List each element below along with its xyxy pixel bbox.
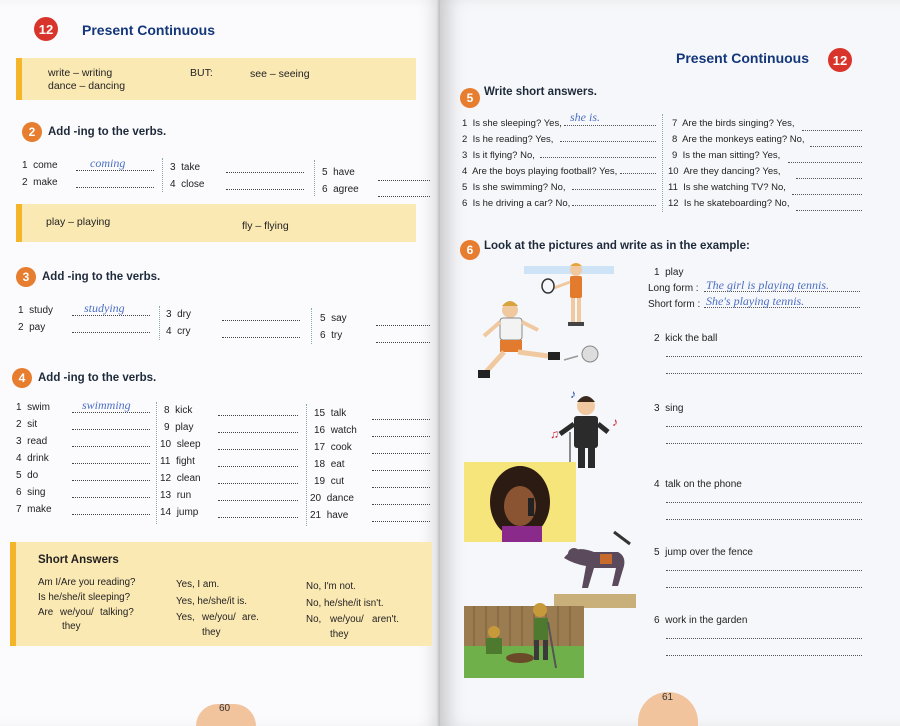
verb: take <box>181 162 201 173</box>
verb: kick <box>175 405 193 416</box>
answer-line[interactable] <box>218 509 298 518</box>
verb: study <box>29 305 54 316</box>
answer-line[interactable] <box>222 312 300 321</box>
answer-line[interactable] <box>796 203 862 211</box>
item-number: 4 <box>170 179 176 190</box>
verb: drink <box>27 453 49 464</box>
answer-line[interactable] <box>666 563 862 571</box>
answer-line[interactable] <box>810 139 862 147</box>
page-number: 61 <box>662 692 674 703</box>
item-number: 3 <box>166 309 172 320</box>
verb: read <box>27 436 48 447</box>
handwritten-answer: she is. <box>570 110 600 124</box>
sa-question-3-subjects: we/you/ <box>60 607 94 618</box>
verb: do <box>27 470 39 481</box>
answer-line[interactable] <box>218 475 298 484</box>
verb: run <box>176 490 192 501</box>
sa-yes-3-subjects: we/you/ <box>202 612 236 623</box>
sa-question-3-they: they <box>62 621 81 632</box>
verb: swim <box>27 402 50 413</box>
item-number: 2 <box>18 322 24 333</box>
verb: eat <box>330 459 345 470</box>
answer-line[interactable] <box>218 407 298 416</box>
answer-line[interactable] <box>376 317 430 326</box>
answer-line[interactable] <box>218 441 298 450</box>
section-6-number: 6 <box>460 240 480 260</box>
item-number: 1 <box>654 267 660 278</box>
answer-line[interactable] <box>666 349 862 357</box>
item-number: 7 <box>16 504 22 515</box>
item-number: 17 <box>314 442 326 453</box>
item-number: 13 <box>160 490 172 501</box>
prompt: work in the garden <box>665 615 748 626</box>
answer-line[interactable] <box>372 479 430 488</box>
answer-line[interactable] <box>218 492 298 501</box>
item-number: 2 <box>654 333 660 344</box>
sa-question-3-tail: talking? <box>100 607 134 618</box>
section-5-number: 5 <box>460 88 480 108</box>
question: Is she watching TV? No, <box>683 182 786 193</box>
verb: talk <box>330 408 347 419</box>
column-divider <box>662 114 663 212</box>
sa-question-3-verb: Are <box>38 607 54 618</box>
answer-line[interactable] <box>620 166 656 174</box>
verb: have <box>326 510 349 521</box>
section-6-heading: Look at the pictures and write as in the example: <box>484 240 750 252</box>
item-number: 1 <box>18 305 24 316</box>
item-number: 10 <box>668 166 679 177</box>
item-number: 1 <box>16 402 22 413</box>
unit-number-badge: 12 <box>34 17 58 41</box>
answer-line[interactable] <box>666 436 862 444</box>
answer-line[interactable] <box>72 421 150 430</box>
svg-text:♪: ♪ <box>570 387 576 401</box>
answer-line[interactable] <box>572 198 656 206</box>
verb: jump <box>176 507 199 518</box>
sa-no-3-verb: aren't. <box>372 614 399 625</box>
verb: make <box>33 177 58 188</box>
sa-no-2: No, he/she/it isn't. <box>306 598 384 609</box>
verb: sing <box>27 487 46 498</box>
answer-line[interactable] <box>72 489 150 498</box>
answer-line[interactable] <box>72 506 150 515</box>
sa-yes-1: Yes, I am. <box>176 579 220 590</box>
verb: make <box>27 504 52 515</box>
page-title: Present Continuous <box>82 22 216 38</box>
answer-line[interactable] <box>788 155 862 163</box>
section-4-heading: Add -ing to the verbs. <box>38 372 157 384</box>
answer-line[interactable] <box>666 631 862 639</box>
y-note-left: play – playing <box>46 216 111 228</box>
item-number: 5 <box>462 182 468 193</box>
item-number: 19 <box>314 476 326 487</box>
handwritten-answer: swimming <box>82 398 131 412</box>
prompt: kick the ball <box>665 333 718 344</box>
column-divider <box>159 306 160 340</box>
verb: play <box>175 422 194 433</box>
question: Is she swimming? No, <box>472 182 566 193</box>
item-number: 20 <box>310 493 322 504</box>
y-spelling-note-box <box>16 204 416 242</box>
unit-number-badge: 12 <box>828 48 852 72</box>
answer-line[interactable] <box>72 324 150 333</box>
answer-line[interactable] <box>72 472 150 481</box>
section-4-number: 4 <box>12 368 32 388</box>
note-line-2: dance – dancing <box>48 80 126 92</box>
sa-no-1: No, I'm not. <box>306 581 356 592</box>
short-form-label: Short form : <box>648 299 701 310</box>
answer-line[interactable] <box>72 438 150 447</box>
section-2-number: 2 <box>22 122 42 142</box>
item-number: 4 <box>654 479 660 490</box>
answer-line[interactable] <box>226 181 304 190</box>
question: Is the man sitting? Yes, <box>682 150 781 161</box>
item-number: 16 <box>314 425 326 436</box>
prompt: sing <box>665 403 684 414</box>
item-number: 3 <box>654 403 660 414</box>
question: Is he reading? Yes, <box>472 134 554 145</box>
note-line-1: write – writing <box>48 67 113 79</box>
item-number: 1 <box>462 118 468 129</box>
item-number: 6 <box>322 184 328 195</box>
item-number: 6 <box>16 487 22 498</box>
short-answers-title: Short Answers <box>38 554 119 566</box>
item-number: 21 <box>310 510 322 521</box>
answer-line[interactable] <box>666 648 862 656</box>
item-number: 5 <box>320 313 326 324</box>
item-number: 6 <box>462 198 468 209</box>
section-5-heading: Write short answers. <box>484 86 597 98</box>
answer-line[interactable] <box>666 580 862 588</box>
short-form-answer: She's playing tennis. <box>706 294 805 308</box>
answer-line[interactable] <box>666 495 862 503</box>
prompt: jump over the fence <box>665 547 753 558</box>
sa-yes-3-they: they <box>202 627 221 638</box>
item-number: 5 <box>322 167 328 178</box>
verb: dry <box>177 309 192 320</box>
item-number: 18 <box>314 459 326 470</box>
sa-question-1: Am I/Are you reading? <box>38 577 136 588</box>
question: Is he skateboarding? No, <box>683 198 790 209</box>
verb: fight <box>175 456 195 467</box>
item-number: 3 <box>462 150 468 161</box>
item-number: 2 <box>16 419 22 430</box>
verb: clean <box>176 473 201 484</box>
answer-line[interactable] <box>76 179 154 188</box>
answer-line[interactable] <box>372 462 430 471</box>
sa-no-3-they: they <box>330 629 349 640</box>
answer-line[interactable] <box>72 455 150 464</box>
answer-line[interactable] <box>802 123 862 131</box>
y-note-right: fly – flying <box>242 220 289 232</box>
verb: sit <box>27 419 38 430</box>
prompt: talk on the phone <box>665 479 742 490</box>
item-number: 11 <box>668 182 678 193</box>
handwritten-answer: coming <box>90 156 126 170</box>
verb: try <box>331 330 343 341</box>
item-number: 3 <box>16 436 22 447</box>
answer-line[interactable] <box>226 164 304 173</box>
sa-yes-3-verb: are. <box>242 612 259 623</box>
section-2-heading: Add -ing to the verbs. <box>48 126 167 138</box>
item-number: 15 <box>314 408 326 419</box>
item-number: 6 <box>654 615 660 626</box>
spelling-note-box <box>16 58 416 100</box>
answer-line[interactable] <box>666 512 862 520</box>
answer-line[interactable] <box>540 150 656 158</box>
answer-line[interactable] <box>372 411 430 420</box>
item-number: 10 <box>160 439 172 450</box>
answer-line[interactable] <box>796 171 862 179</box>
verb: have <box>333 167 355 178</box>
boy-kicking-ball-illustration <box>464 296 614 388</box>
section-3-heading: Add -ing to the verbs. <box>42 271 161 283</box>
page-title: Present Continuous <box>676 50 810 66</box>
column-divider <box>314 160 315 196</box>
column-divider <box>306 404 307 526</box>
long-form-answer: The girl is playing tennis. <box>706 278 829 292</box>
answer-line[interactable] <box>378 172 430 181</box>
item-number: 11 <box>160 456 171 467</box>
prompt: play <box>665 267 684 278</box>
answer-line[interactable] <box>372 513 430 522</box>
verb: close <box>181 179 205 190</box>
verb: come <box>33 160 58 171</box>
question: Are the boys playing football? Yes, <box>472 166 618 177</box>
item-number: 5 <box>16 470 22 481</box>
item-number: 2 <box>22 177 28 188</box>
item-number: 9 <box>672 150 678 161</box>
verb: cook <box>330 442 352 453</box>
verb: pay <box>29 322 46 333</box>
answer-line[interactable] <box>378 188 430 197</box>
sa-question-2: Is he/she/it sleeping? <box>38 592 131 603</box>
item-number: 5 <box>654 547 660 558</box>
short-answers-box <box>10 542 432 646</box>
item-number: 6 <box>320 330 326 341</box>
answer-line[interactable] <box>218 458 298 467</box>
handwritten-answer: studying <box>84 301 125 315</box>
question: Are the monkeys eating? No, <box>682 134 805 145</box>
right-page <box>440 0 900 726</box>
item-number: 3 <box>170 162 176 173</box>
page-number: 60 <box>219 703 231 714</box>
long-form-label: Long form : <box>648 283 699 294</box>
svg-text:♪: ♪ <box>612 415 618 429</box>
item-number: 7 <box>672 118 678 129</box>
question: Is she sleeping? Yes, <box>472 118 562 129</box>
answer-line[interactable] <box>222 329 300 338</box>
answer-line[interactable] <box>372 496 430 505</box>
answer-line[interactable] <box>372 445 430 454</box>
verb: cut <box>330 476 345 487</box>
verb: cry <box>177 326 191 337</box>
item-number: 4 <box>462 166 468 177</box>
verb: sleep <box>176 439 201 450</box>
man-working-in-garden-illustration <box>464 592 584 678</box>
note-example: see – seeing <box>250 68 310 80</box>
answer-line[interactable] <box>560 134 656 142</box>
sa-yes-3: Yes, <box>176 612 195 623</box>
verb: dance <box>326 493 354 504</box>
item-number: 2 <box>462 134 468 145</box>
verb: agree <box>333 184 359 195</box>
left-page <box>0 0 440 726</box>
note-but: BUT: <box>190 67 213 79</box>
sa-yes-2: Yes, he/she/it is. <box>176 596 247 607</box>
answer-line[interactable] <box>666 419 862 427</box>
column-divider <box>162 158 163 192</box>
question: Are they dancing? Yes, <box>683 166 781 177</box>
section-3-number: 3 <box>16 267 36 287</box>
item-number: 4 <box>16 453 22 464</box>
item-number: 1 <box>22 160 28 171</box>
question: Is it flying? No, <box>472 150 535 161</box>
svg-text:♫: ♫ <box>550 427 559 441</box>
answer-line[interactable] <box>372 428 430 437</box>
answer-line[interactable] <box>218 424 298 433</box>
column-divider <box>156 402 157 524</box>
item-number: 12 <box>668 198 679 209</box>
item-number: 8 <box>164 405 170 416</box>
item-number: 12 <box>160 473 172 484</box>
column-divider <box>311 308 312 344</box>
man-singing-illustration <box>550 384 630 472</box>
item-number: 14 <box>160 507 172 518</box>
verb: watch <box>330 425 357 436</box>
sa-no-3-subjects: we/you/ <box>330 614 364 625</box>
question: Is he driving a car? No, <box>472 198 571 209</box>
item-number: 8 <box>672 134 678 145</box>
answer-line[interactable] <box>666 366 862 374</box>
item-number: 4 <box>166 326 172 337</box>
item-number: 9 <box>164 422 170 433</box>
sa-no-3: No, <box>306 614 322 625</box>
question: Are the birds singing? Yes, <box>682 118 795 129</box>
answer-line[interactable] <box>792 187 862 195</box>
answer-line[interactable] <box>572 182 656 190</box>
answer-line[interactable] <box>376 334 430 343</box>
verb: say <box>331 313 347 324</box>
